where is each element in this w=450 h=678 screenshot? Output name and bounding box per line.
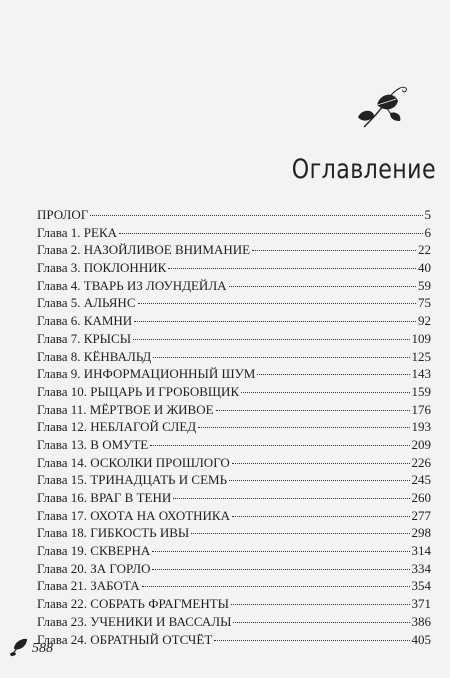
toc-entry [37,471,431,489]
page-title: Оглавление [291,154,436,185]
toc-entry [37,454,431,472]
toc-entry [37,224,431,242]
toc-entry-title: Глава 14. ОСКОЛКИ ПРОШЛОГО [37,454,230,470]
toc-entry-page: 245 [411,472,431,488]
toc-entry-page: 226 [411,454,431,470]
toc-entry [37,330,431,348]
dot-leader [152,569,409,570]
dot-leader [252,250,416,251]
toc-entry-page: 405 [411,631,431,647]
toc-entry-page: 260 [411,490,431,505]
toc-entry-title: Глава 24. ОБРАТНЫЙ ОТСЧЁТ [37,631,213,647]
toc-entry [37,436,431,454]
toc-entry-page: 159 [411,383,431,399]
toc-entry-page: 354 [411,578,431,594]
toc-entry-page: 92 [418,313,431,329]
dot-leader [153,357,409,358]
toc-entry [37,348,431,366]
leaf-branch-icon [350,83,412,133]
toc-entry-page: 176 [411,401,431,417]
toc-entry-title: Глава 19. СКВЕРНА [37,543,151,559]
toc-entry-title: Глава 11. МЁРТВОЕ И ЖИВОЕ [37,401,214,417]
toc-entry-title: Глава 5. АЛЬЯНС [37,295,136,311]
toc-entry [37,489,431,507]
dot-leader [198,427,409,428]
toc-entry-title: Глава 8. КЁНВАЛЬД [37,348,152,364]
toc-entry [37,383,431,401]
dot-leader [134,321,416,322]
toc-entry-title: Глава 3. ПОКЛОННИК [37,260,167,276]
dot-leader [229,480,409,481]
toc-entry [37,312,431,330]
dot-leader [168,268,416,269]
toc-entry-title: Глава 1. РЕКА [37,224,118,240]
dot-leader [119,233,422,234]
dot-leader [138,303,417,304]
table-of-contents [37,206,431,648]
toc-entry-page: 59 [418,277,431,293]
toc-entry-page: 277 [411,507,431,523]
toc-entry [37,595,431,613]
toc-entry-page: 125 [411,348,431,364]
dot-leader [231,604,409,605]
toc-entry-title: Глава 16. ВРАГ В ТЕНИ [37,490,172,505]
dot-leader [257,374,409,375]
toc-entry-title: Глава 12. НЕБЛАГОЙ СЛЕД [37,419,197,435]
toc-entry [37,277,431,295]
dot-leader [229,286,416,287]
toc-entry-title: Глава 21. ЗАБОТА [37,578,140,594]
toc-entry-title: Глава 6. КАМНИ [37,313,133,329]
toc-entry [37,259,431,277]
toc-entry [37,365,431,383]
toc-entry [37,206,431,224]
toc-entry-page: 5 [424,207,431,222]
toc-entry-page: 314 [411,543,431,559]
toc-entry-page: 22 [418,242,431,258]
toc-entry-title: Глава 17. ОХОТА НА ОХОТНИКА [37,507,230,523]
toc-entry [37,542,431,560]
toc-entry [37,560,431,578]
dot-leader [191,533,409,534]
toc-entry-title: Глава 10. РЫЦАРЬ И ГРОБОВЩИК [37,383,240,399]
dot-leader [142,586,410,587]
toc-entry [37,577,431,595]
dot-leader [216,410,410,411]
dot-leader [233,622,409,623]
toc-entry [37,507,431,525]
toc-entry-title: Глава 7. КРЫСЫ [37,330,132,346]
toc-entry-title: Глава 20. ЗА ГОРЛО [37,560,151,576]
toc-entry [37,241,431,259]
toc-entry-page: 109 [411,330,431,346]
toc-entry-title: Глава 15. ТРИНАДЦАТЬ И СЕМЬ [37,472,228,488]
dot-leader [232,516,410,517]
toc-entry-page: 40 [418,260,431,276]
toc-entry-page: 334 [411,560,431,576]
dot-leader [214,640,409,641]
toc-entry [37,418,431,436]
toc-entry-page: 386 [411,613,431,629]
dot-leader [90,215,422,216]
toc-entry [37,524,431,542]
toc-entry [37,631,431,649]
toc-entry-title: ПРОЛОГ [37,207,89,222]
toc-entry [37,294,431,312]
toc-entry-title: Глава 22. СОБРАТЬ ФРАГМЕНТЫ [37,596,230,612]
page-footer [8,632,53,662]
dot-leader [150,445,409,446]
toc-entry-page: 209 [411,436,431,452]
toc-entry-page: 6 [424,224,431,240]
dot-leader [241,392,409,393]
dot-leader [133,339,409,340]
toc-entry [37,401,431,419]
toc-entry-page: 75 [418,295,431,311]
dot-leader [173,498,409,499]
toc-entry [37,613,431,631]
leaf-icon [8,635,30,659]
toc-entry-title: Глава 13. В ОМУТЕ [37,436,149,452]
dot-leader [152,551,409,552]
toc-entry-title: Глава 9. ИНФОРМАЦИОННЫЙ ШУМ [37,366,256,382]
toc-entry-page: 193 [411,419,431,435]
toc-entry-title: Глава 23. УЧЕНИКИ И ВАССАЛЫ [37,613,232,629]
toc-entry-page: 143 [411,366,431,382]
toc-entry-title: Глава 2. НАЗОЙЛИВОЕ ВНИМАНИЕ [37,242,251,258]
toc-entry-page: 298 [411,525,431,541]
toc-entry-title: Глава 4. ТВАРЬ ИЗ ЛОУНДЕЙЛА [37,277,227,293]
page-number: 588 [32,641,53,656]
toc-entry-title: Глава 18. ГИБКОСТЬ ИВЫ [37,525,190,541]
toc-entry-page: 371 [411,596,431,612]
dot-leader [232,463,410,464]
